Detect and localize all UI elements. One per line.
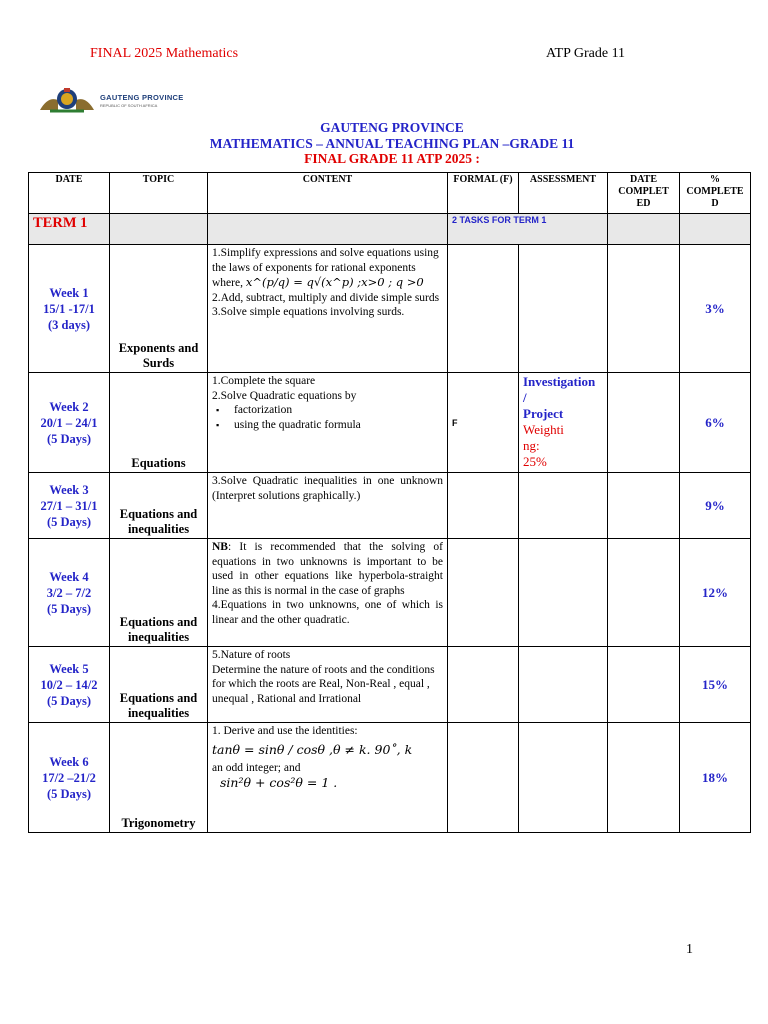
week-label: Week 4 <box>49 569 89 584</box>
week-days: (5 Days) <box>46 601 92 616</box>
week-range: 10/2 – 14/2 <box>40 677 98 692</box>
term-tasks: 2 TASKS FOR TERM 1 <box>448 214 608 245</box>
col-content: CONTENT <box>208 173 448 214</box>
document-titles <box>0 120 768 167</box>
content-cell: 1.Complete the square 2.Solve Quadratic equations by ▪ factorization ▪ using the quadratic formula <box>208 373 448 473</box>
topic-cell: Equations and inequalities <box>110 473 208 539</box>
week-cell <box>29 539 110 647</box>
title-final: FINAL GRADE 11 ATP 2025 : <box>304 151 480 166</box>
week-label: Week 2 <box>49 399 89 414</box>
topic-cell: Trigonometry <box>110 723 208 833</box>
pct-cell: 18% <box>680 723 751 833</box>
week-range: 15/1 -17/1 <box>43 301 95 316</box>
content-cell: 5.Nature of roots Determine the nature of roots and the conditions for which the roots are Real, Non-Real , equal , unequal , Rational and Irrational <box>208 647 448 723</box>
table-row <box>29 245 751 373</box>
pythagorean-identity: sin²θ + cos²θ = 1 . <box>220 774 338 790</box>
content-cell: 1.Simplify expressions and solve equations using the laws of exponents for rational exponents where, x^(p/q) = q√(x^p) ;x>0 ; q >0 2.Add, subtract, multiply and divide simple surds 3.Solve simple equations involving surds. <box>208 245 448 373</box>
exponent-formula: x^(p/q) = q√(x^p) ;x>0 ; q >0 <box>245 275 424 289</box>
table-header-row <box>29 173 751 214</box>
week-range: 17/2 –21/2 <box>42 770 96 785</box>
header-left: FINAL 2025 Mathematics <box>90 46 239 61</box>
week-cell <box>29 473 110 539</box>
week-cell <box>29 373 110 473</box>
header-right: ATP Grade 11 <box>546 46 626 61</box>
pct-cell: 15% <box>680 647 751 723</box>
week-days: (5 Days) <box>46 431 92 446</box>
week-label: Week 1 <box>49 285 89 300</box>
week-label: Week 5 <box>49 661 89 676</box>
table-row <box>29 473 751 539</box>
table-row <box>29 647 751 723</box>
col-assessment: ASSESSMENT <box>519 173 608 214</box>
col-date: DATE <box>29 173 110 214</box>
topic-cell: Exponents and Surds <box>110 245 208 373</box>
title-province: GAUTENG PROVINCE <box>320 120 464 135</box>
col-formal: FORMAL (F) <box>448 173 519 214</box>
col-date-completed: DATE COMPLET ED <box>608 173 680 214</box>
teaching-plan-table <box>28 172 751 833</box>
coat-of-arms-icon <box>38 86 96 114</box>
col-pct-completed: % COMPLETE D <box>680 173 751 214</box>
page-number: 1 <box>686 942 693 957</box>
topic-cell: Equations <box>110 373 208 473</box>
week-label: Week 6 <box>49 754 89 769</box>
col-topic: TOPIC <box>110 173 208 214</box>
topic-cell: Equations and inequalities <box>110 647 208 723</box>
pct-cell: 6% <box>680 373 751 473</box>
list-item: ▪ factorization <box>234 403 443 418</box>
logo-title: GAUTENG PROVINCE <box>100 92 184 102</box>
tan-identity: tanθ = sinθ / cosθ ,θ ≠ k. 90˚, k <box>212 741 413 757</box>
pct-cell: 9% <box>680 473 751 539</box>
pct-cell: 3% <box>680 245 751 373</box>
week-days: (5 Days) <box>46 693 92 708</box>
week-range: 3/2 – 7/2 <box>46 585 92 600</box>
title-plan: MATHEMATICS – ANNUAL TEACHING PLAN –GRADE 11 <box>209 135 575 151</box>
assessment-cell: Investigation / Project Weighti ng: 25% <box>519 373 608 473</box>
week-cell <box>29 723 110 833</box>
content-cell: 1. Derive and use the identities: tanθ = sinθ / cosθ ,θ ≠ k. 90˚, k an odd integer; and sin²θ + cos²θ = 1 . <box>208 723 448 833</box>
week-days: (3 days) <box>47 317 91 332</box>
gauteng-logo <box>38 86 184 114</box>
week-range: 27/1 – 31/1 <box>40 498 98 513</box>
term-label: TERM 1 <box>29 214 110 245</box>
week-days: (5 Days) <box>46 786 92 801</box>
week-cell <box>29 245 110 373</box>
term-row <box>29 214 751 245</box>
week-cell <box>29 647 110 723</box>
logo-subtitle: REPUBLIC OF SOUTH AFRICA <box>100 102 158 108</box>
pct-cell: 12% <box>680 539 751 647</box>
table-row <box>29 723 751 833</box>
topic-cell: Equations and inequalities <box>110 539 208 647</box>
week-range: 20/1 – 24/1 <box>40 415 98 430</box>
week-days: (5 Days) <box>46 514 92 529</box>
table-row <box>29 539 751 647</box>
list-item: ▪ using the quadratic formula <box>234 418 443 433</box>
table-row <box>29 373 751 473</box>
content-cell: 3.Solve Quadratic inequalities in one unknown (Interpret solutions graphically.) <box>208 473 448 539</box>
content-cell: NB: It is recommended that the solving of equations in two unknowns is important to be used in other equations like hyperbola-straight line as this is normal in the case of graphs 4.Equations in two unknowns, one of which is linear and the other quadratic. <box>208 539 448 647</box>
week-label: Week 3 <box>49 482 89 497</box>
formal-cell: F <box>448 373 519 473</box>
